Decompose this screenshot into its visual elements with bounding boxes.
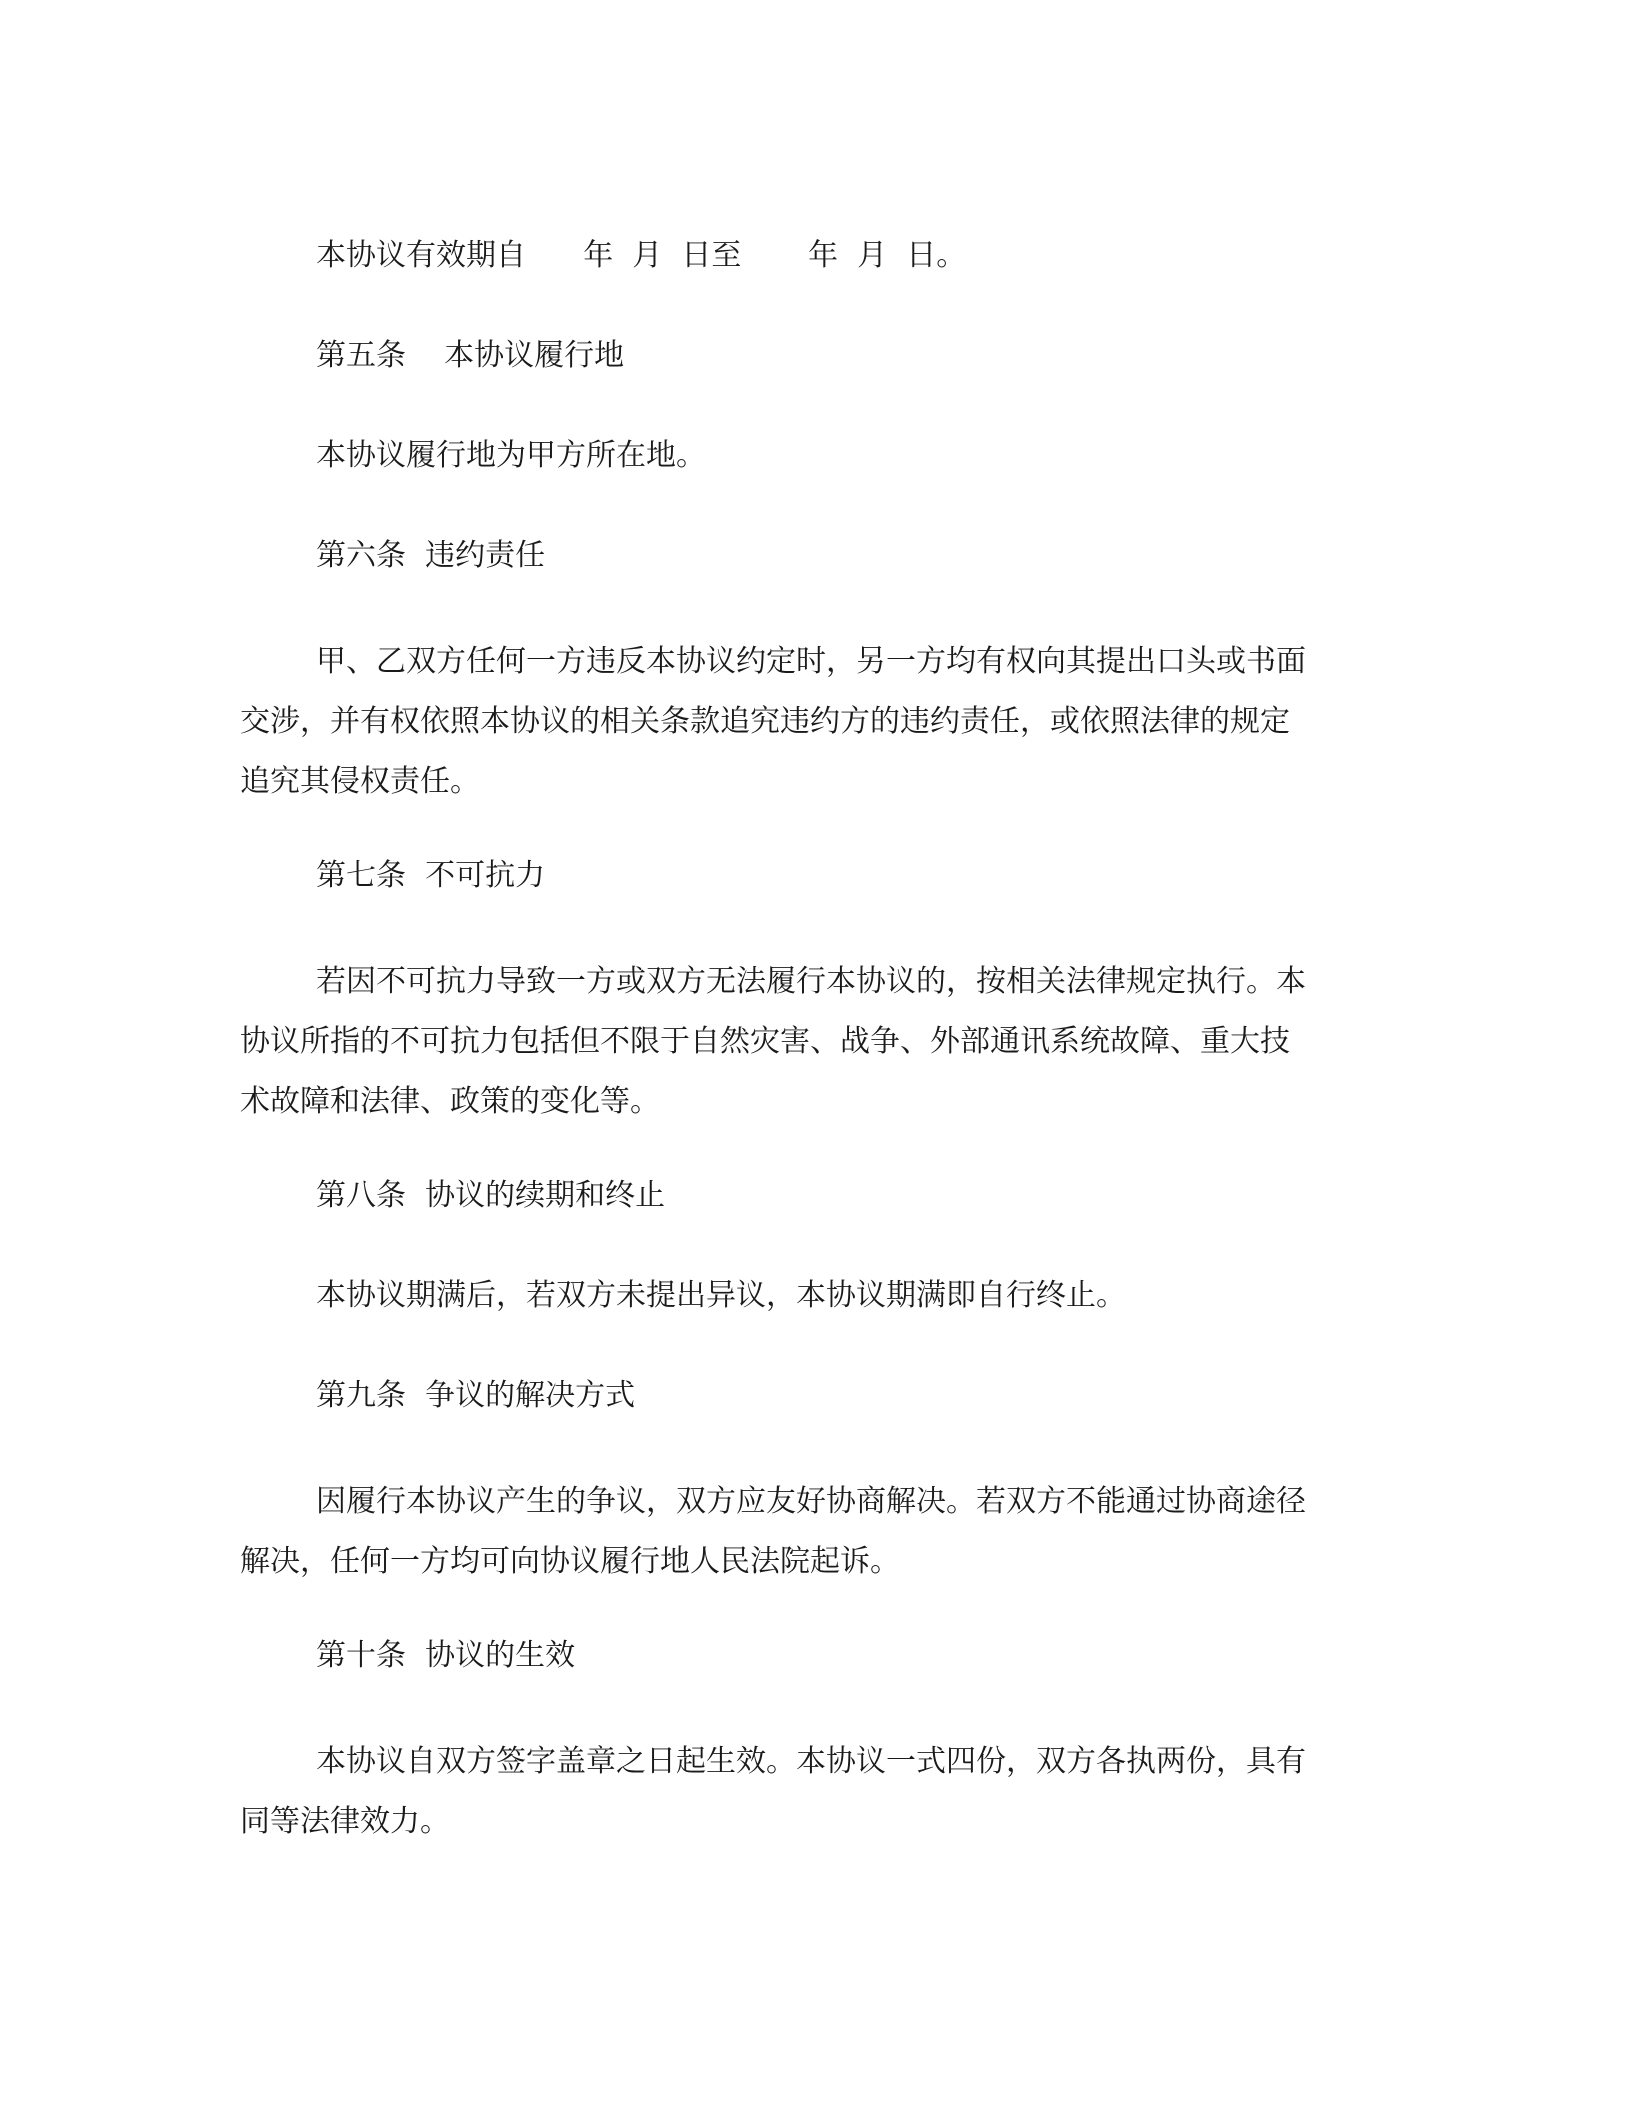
article-6-body-line-2: 交涉，并有权依照本协议的相关条款追究违约方的违约责任，或依照法律的规定 (240, 704, 1290, 739)
article-10-body (240, 1732, 1380, 1852)
article-9-body (240, 1472, 1380, 1592)
article-5-heading: 第五条 本协议履行地 (316, 338, 625, 373)
article-6-body (240, 632, 1380, 812)
validity-period-line: 本协议有效期自 年 月 日至 年 月 日。 (316, 238, 967, 273)
article-6-heading: 第六条 违约责任 (316, 538, 546, 573)
article-10-body-line-1: 本协议自双方签字盖章之日起生效。本协议一式四份，双方各执两份，具有 (316, 1744, 1306, 1779)
article-8-heading: 第八条 协议的续期和终止 (316, 1178, 666, 1213)
article-6-body-line-1: 甲、乙双方任何一方违反本协议约定时，另一方均有权向其提出口头或书面 (316, 644, 1306, 679)
article-9-body-line-2: 解决，任何一方均可向协议履行地人民法院起诉。 (240, 1544, 900, 1579)
article-5-body: 本协议履行地为甲方所在地。 (316, 438, 706, 473)
article-9-body-line-1: 因履行本协议产生的争议，双方应友好协商解决。若双方不能通过协商途径 (316, 1484, 1306, 1519)
article-7-body-line-1: 若因不可抗力导致一方或双方无法履行本协议的，按相关法律规定执行。本 (316, 964, 1306, 999)
article-7-body-line-3: 术故障和法律、政策的变化等。 (240, 1084, 660, 1119)
article-7-heading: 第七条 不可抗力 (316, 858, 546, 893)
article-7-body-line-2: 协议所指的不可抗力包括但不限于自然灾害、战争、外部通讯系统故障、重大技 (240, 1024, 1290, 1059)
article-9-heading: 第九条 争议的解决方式 (316, 1378, 636, 1413)
article-10-body-line-2: 同等法律效力。 (240, 1804, 450, 1839)
article-8-body: 本协议期满后，若双方未提出异议，本协议期满即自行终止。 (316, 1278, 1126, 1313)
article-7-body (240, 952, 1380, 1132)
article-6-body-line-3: 追究其侵权责任。 (240, 764, 480, 799)
article-10-heading: 第十条 协议的生效 (316, 1638, 576, 1673)
